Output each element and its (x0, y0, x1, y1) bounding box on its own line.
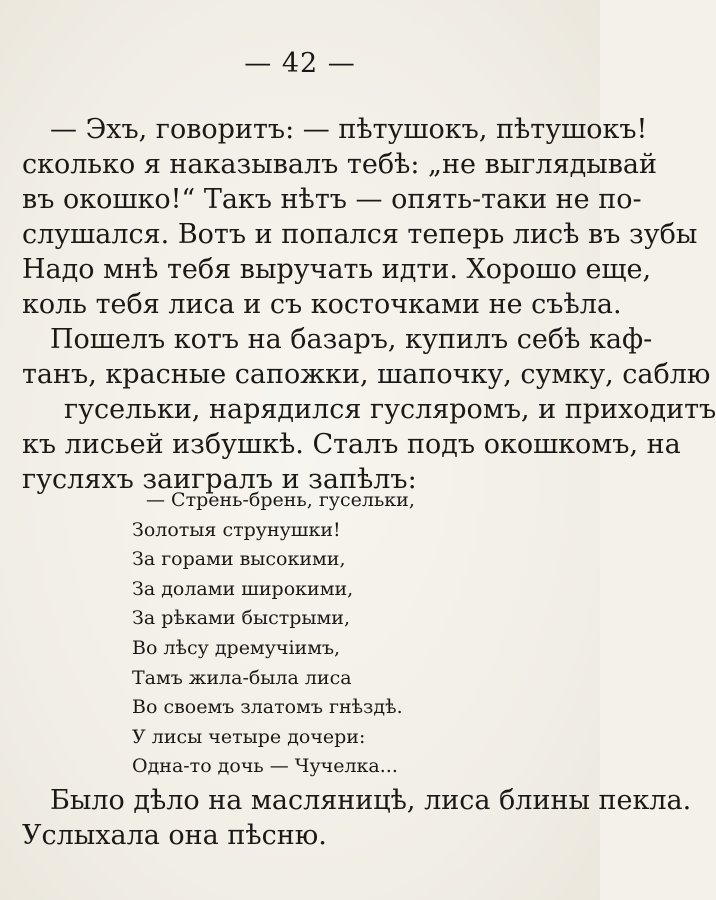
text-line: гусляхъ заигралъ и запѣлъ: (22, 464, 417, 495)
page-number: — 42 — (244, 48, 356, 79)
verse-line: Тамъ жила-была лиса (132, 666, 352, 689)
verse-line: За горами высокими, (132, 548, 346, 571)
verse-line: За долами широкими, (132, 577, 354, 600)
verse-line: Во своемъ златомъ гнѣздѣ. (132, 696, 403, 719)
text-line: — Эхъ, говоритъ: — пѣтушокъ, пѣтушокъ! (50, 114, 648, 145)
text-line: сколько я наказывалъ тебѣ: „не выглядывай (22, 149, 658, 180)
text-line: въ окошко!“ Такъ нѣтъ — опять-таки не по- (22, 184, 642, 215)
text-body (22, 112, 716, 497)
verse-line: У лисы четыре дочери: (132, 725, 366, 748)
text-line: коль тебя лиса и съ косточками не съѣла. (22, 289, 622, 320)
verse-line: Одна-то дочь — Чучелка... (132, 755, 398, 778)
verse-line: Во лѣсу дремучіимъ, (132, 636, 341, 659)
text-line: Пошелъ котъ на базаръ, купилъ себѣ каф- (50, 324, 653, 355)
verse-line: Золотыя струнушки! (132, 518, 341, 541)
verse-line: — Стрень-брень, гусельки, (146, 489, 415, 511)
text-line: Услыхала она пѣсню. (22, 820, 327, 851)
song-verse (132, 486, 432, 782)
verse-line: За рѣками быстрыми, (132, 607, 350, 630)
text-line: гусельки, нарядился гусляромъ, и приходитъ (64, 394, 716, 425)
text-line: танъ, красные сапожки, шапочку, сумку, саблю (22, 359, 711, 390)
text-line: слушался. Вотъ и попался теперь лисѣ въ зубы (22, 219, 698, 250)
text-line: Надо мнѣ тебя выручать идти. Хорошо еще, (22, 254, 652, 285)
text-line: Было дѣло на масляницѣ, лиса блины пекла. (50, 785, 692, 816)
closing-paragraph (22, 783, 692, 853)
text-line: къ лисьей избушкѣ. Сталъ подъ окошкомъ, на (22, 429, 681, 460)
